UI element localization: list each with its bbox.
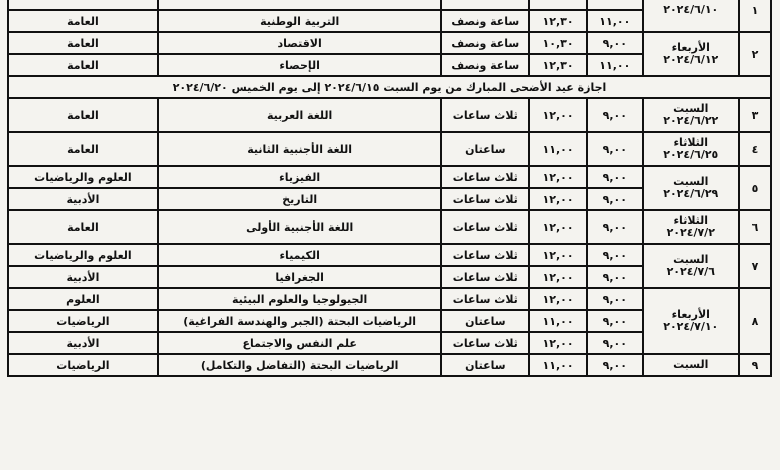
start-time: ١١,٠٠ (587, 10, 643, 32)
duration: ثلاث ساعات (441, 332, 529, 354)
track: العلوم (8, 288, 158, 310)
exam-day: السبت ٢٠٢٤/٦/٢٩ (643, 166, 739, 210)
exam-number: ٦ (739, 210, 771, 244)
track: العامة (8, 10, 158, 32)
end-time: ١٠,٣٠ (529, 32, 587, 54)
duration (441, 0, 529, 10)
table-row (8, 244, 771, 266)
start-time: ٩,٠٠ (587, 166, 643, 188)
duration: ساعة ونصف (441, 32, 529, 54)
end-time: ١٢,٣٠ (529, 10, 587, 32)
end-time: ١٢,٠٠ (529, 244, 587, 266)
duration: ساعتان (441, 132, 529, 166)
subject: الرياضيات البحتة (الجبر والهندسة الفراغية) (158, 310, 442, 332)
holiday-row (8, 76, 771, 98)
duration: ساعتان (441, 310, 529, 332)
subject: الاقتصاد (158, 32, 442, 54)
exam-day: الأربعاء ٢٠٢٤/٦/١٢ (643, 32, 739, 76)
subject: الفيزياء (158, 166, 442, 188)
end-time (529, 0, 587, 10)
duration: ثلاث ساعات (441, 288, 529, 310)
subject: اللغة العربية (158, 98, 442, 132)
table-row (8, 210, 771, 244)
table-row (8, 98, 771, 132)
duration: ساعتان (441, 354, 529, 376)
duration: ثلاث ساعات (441, 98, 529, 132)
exam-day: السبت ٢٠٢٤/٧/٦ (643, 244, 739, 288)
end-time: ١٢,٠٠ (529, 98, 587, 132)
subject: الإحصاء (158, 54, 442, 76)
subject: الجيولوجيا والعلوم البيئية (158, 288, 442, 310)
exam-number: ٥ (739, 166, 771, 210)
exam-number: ٣ (739, 98, 771, 132)
end-time: ١١,٠٠ (529, 310, 587, 332)
track: العامة (8, 32, 158, 54)
start-time: ٩,٠٠ (587, 332, 643, 354)
track: العامة (8, 98, 158, 132)
exam-day: ٢٠٢٤/٦/١٠ (643, 0, 739, 32)
track (8, 0, 158, 10)
subject (158, 0, 442, 10)
subject: التربية الوطنية (158, 10, 442, 32)
exam-number: ٧ (739, 244, 771, 288)
end-time: ١١,٠٠ (529, 132, 587, 166)
duration: ثلاث ساعات (441, 210, 529, 244)
start-time: ٩,٠٠ (587, 266, 643, 288)
end-time: ١١,٠٠ (529, 354, 587, 376)
end-time: ١٢,٠٠ (529, 188, 587, 210)
track: الأدبية (8, 332, 158, 354)
exam-day: الثلاثاء ٢٠٢٤/٧/٢ (643, 210, 739, 244)
exam-day: الثلاثاء ٢٠٢٤/٦/٢٥ (643, 132, 739, 166)
exam-schedule-table (7, 0, 772, 377)
track: العامة (8, 54, 158, 76)
duration: ثلاث ساعات (441, 266, 529, 288)
track: الأدبية (8, 188, 158, 210)
end-time: ١٢,٠٠ (529, 332, 587, 354)
table-row (8, 288, 771, 310)
holiday-note: اجازة عيد الأضحى المبارك من يوم السبت ٢٠٢٤/٦/١٥ إلى يوم الخميس ٢٠٢٤/٦/٢٠ (8, 76, 771, 98)
track: الرياضيات (8, 354, 158, 376)
track: العلوم والرياضيات (8, 244, 158, 266)
track: العامة (8, 132, 158, 166)
end-time: ١٢,٠٠ (529, 166, 587, 188)
end-time: ١٢,٠٠ (529, 210, 587, 244)
exam-number: ٢ (739, 32, 771, 76)
start-time (587, 0, 643, 10)
table-row (8, 132, 771, 166)
start-time: ٩,٠٠ (587, 132, 643, 166)
end-time: ١٢,٣٠ (529, 54, 587, 76)
track: الأدبية (8, 266, 158, 288)
subject: التاريخ (158, 188, 442, 210)
subject: علم النفس والاجتماع (158, 332, 442, 354)
duration: ساعة ونصف (441, 54, 529, 76)
subject: اللغة الأجنبية الأولى (158, 210, 442, 244)
start-time: ٩,٠٠ (587, 32, 643, 54)
start-time: ٩,٠٠ (587, 188, 643, 210)
start-time: ٩,٠٠ (587, 288, 643, 310)
start-time: ٩,٠٠ (587, 210, 643, 244)
track: الرياضيات (8, 310, 158, 332)
exam-day: الأربعاء ٢٠٢٤/٧/١٠ (643, 288, 739, 354)
exam-day: السبت ٢٠٢٤/٦/٢٢ (643, 98, 739, 132)
track: العلوم والرياضيات (8, 166, 158, 188)
start-time: ٩,٠٠ (587, 354, 643, 376)
subject: الكيمياء (158, 244, 442, 266)
duration: ثلاث ساعات (441, 166, 529, 188)
end-time: ١٢,٠٠ (529, 288, 587, 310)
exam-number: ٤ (739, 132, 771, 166)
duration: ثلاث ساعات (441, 188, 529, 210)
table-row (8, 0, 771, 10)
start-time: ٩,٠٠ (587, 310, 643, 332)
exam-day: السبت (643, 354, 739, 376)
end-time: ١٢,٠٠ (529, 266, 587, 288)
subject: الرياضيات البحتة (التفاضل والتكامل) (158, 354, 442, 376)
table-row (8, 166, 771, 188)
subject: اللغة الأجنبية الثانية (158, 132, 442, 166)
start-time: ٩,٠٠ (587, 98, 643, 132)
exam-number: ٩ (739, 354, 771, 376)
exam-number: ٨ (739, 288, 771, 354)
exam-number: ١ (739, 0, 771, 32)
table-row (8, 354, 771, 376)
table-row (8, 32, 771, 54)
start-time: ٩,٠٠ (587, 244, 643, 266)
subject: الجغرافيا (158, 266, 442, 288)
duration: ساعة ونصف (441, 10, 529, 32)
start-time: ١١,٠٠ (587, 54, 643, 76)
duration: ثلاث ساعات (441, 244, 529, 266)
track: العامة (8, 210, 158, 244)
